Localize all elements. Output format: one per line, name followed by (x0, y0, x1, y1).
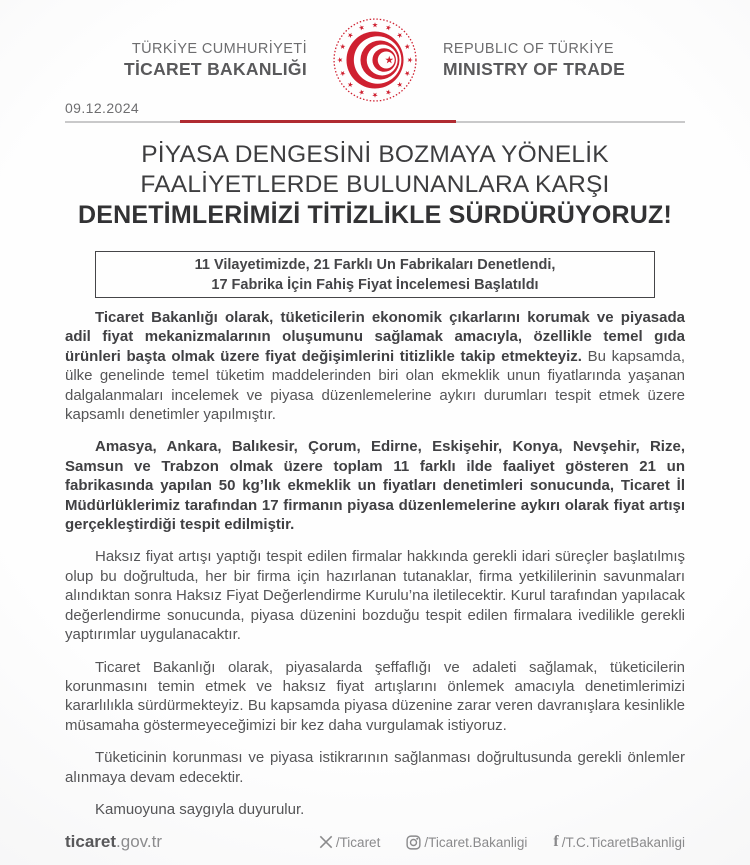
paragraph-1-regular: Bu kapsamda, ülke genelinde temel tüketim maddelerinden biri olan ekmeklik unun fiyatlarında yaşanan dalgalanmaları incelemek ve piyasa düzenlemelerine aykırı durumları tespit etmek üzere kapsamlı denetimler yapılmıştır. (65, 347, 685, 424)
body-text (65, 308, 685, 832)
title-line1: PİYASA DENGESİNİ BOZMAYA YÖNELİK (141, 141, 609, 168)
header-right-line2: MINISTRY OF TRADE (443, 58, 626, 79)
header-right (443, 41, 673, 80)
ministry-of-trade-logo-icon (329, 14, 421, 106)
paragraph-5-regular: Tüketicinin korunması ve piyasa istikrarının sağlanması doğrultusunda gerekli önlemler alınmaya devam edecektir. (65, 749, 685, 786)
social-links (319, 833, 685, 851)
date: 09.12.2024 (65, 100, 140, 116)
facebook-icon: f (553, 833, 559, 850)
paragraph-5 (65, 748, 685, 787)
header-left-line2: TİCARET BAKANLIĞI (123, 58, 307, 79)
paragraph-3-regular: Haksız fiyat artışı yaptığı tespit edilen firmalar hakkında gerekli idari süreçler başlatılmış olup bu doğrultuda, her bir firma için hazırlanan tutanaklar, firma yetkililerinin savunmaları alındıktan sonra Haksız Fiyat Değerlendirme Kurulu’na iletilecektir. Kurul tarafından yapılacak değerlendirme sonucunda, piyasa düzenini bozduğu tespit edilen firmalara ivedilikle gerekli yaptırımlar uygulanacaktır. (65, 548, 685, 644)
paragraph-2-bold: Amasya, Ankara, Balıkesir, Çorum, Edirne, Eskişehir, Konya, Nevşehir, Rize, Samsun ve Trabzon olmak üzere toplam 11 farklı ilde faaliyet gösteren 21 un fabrikasında yapılan 50 kg’lık ekmeklik un fiyatları denetimleri sonucunda, Ticaret İl Müdürlüklerimiz tarafından 17 firmanın piyasa düzenlemelerine aykırı olarak fiyat artışı gerçekleştirdiği tespit edilmiştir. (65, 438, 685, 534)
social-label-instagram: /Ticaret.Bakanligi (424, 834, 528, 850)
title-line3: DENETİMLERİMİZİ TİTİZLİKLE SÜRDÜRÜYORUZ! (77, 201, 673, 229)
divider-accent (180, 120, 456, 123)
subtitle-box (95, 251, 655, 298)
header (0, 0, 750, 106)
x-icon (319, 835, 333, 849)
paragraph-4 (65, 658, 685, 736)
paragraph-1-bold: Ticaret Bakanlığı olarak, tüketicilerin ekonomik çıkarlarını korumak ve piyasada adil fiyat mekanizmalarının oluşumunu sağlamak amacıyla, özellikle temel gıda ürünleri başta olmak üzere fiyat değişimlerini titizlikle takip etmekteyiz. (65, 309, 685, 365)
instagram-icon (406, 835, 421, 850)
website-link-rest: .gov.tr (116, 832, 163, 851)
social-link-facebook[interactable] (553, 833, 685, 851)
subtitle-line2: 17 Fabrika İçin Fahiş Fiyat İncelemesi Başlatıldı (211, 276, 539, 293)
divider (65, 121, 685, 123)
social-label-x: /Ticaret (335, 834, 381, 850)
title-line2: FAALİYETLERDE BULUNANLARA KARŞI (140, 171, 610, 198)
footer (65, 832, 685, 852)
paragraph-6 (65, 800, 685, 819)
social-label-facebook: /T.C.TicaretBakanligi (561, 834, 685, 850)
paragraph-6-regular: Kamuoyuna saygıyla duyurulur. (95, 800, 305, 818)
website-link[interactable] (65, 832, 162, 852)
header-left-line1: TÜRKİYE CUMHURİYETİ (131, 40, 307, 57)
website-link-bold: ticaret (65, 832, 117, 851)
social-link-x[interactable] (319, 835, 381, 850)
paragraph-4-regular: Ticaret Bakanlığı olarak, piyasalarda şeffaflığı ve adaleti sağlamak, tüketicilerin korunmasını temin etmek ve haksız fiyat artışlarını önlemek amacıyla denetimlerimizi kararlılıkla sürdürmekteyiz. Bu kapsamda piyasa düzenine zarar veren davranışlara kesinlikle müsamaha göstermeyeceğimizi bir kez daha vurgulamak istiyoruz. (65, 658, 685, 734)
header-right-line1: REPUBLIC OF TÜRKİYE (443, 40, 614, 57)
paragraph-3 (65, 547, 685, 644)
social-link-instagram[interactable] (406, 835, 527, 850)
paragraph-1 (65, 308, 685, 424)
paragraph-2 (65, 437, 685, 534)
page-title (0, 140, 750, 231)
subtitle-line1: 11 Vilayetimizde, 21 Farklı Un Fabrikaları Denetlendi, (194, 256, 556, 273)
header-left (77, 41, 307, 80)
